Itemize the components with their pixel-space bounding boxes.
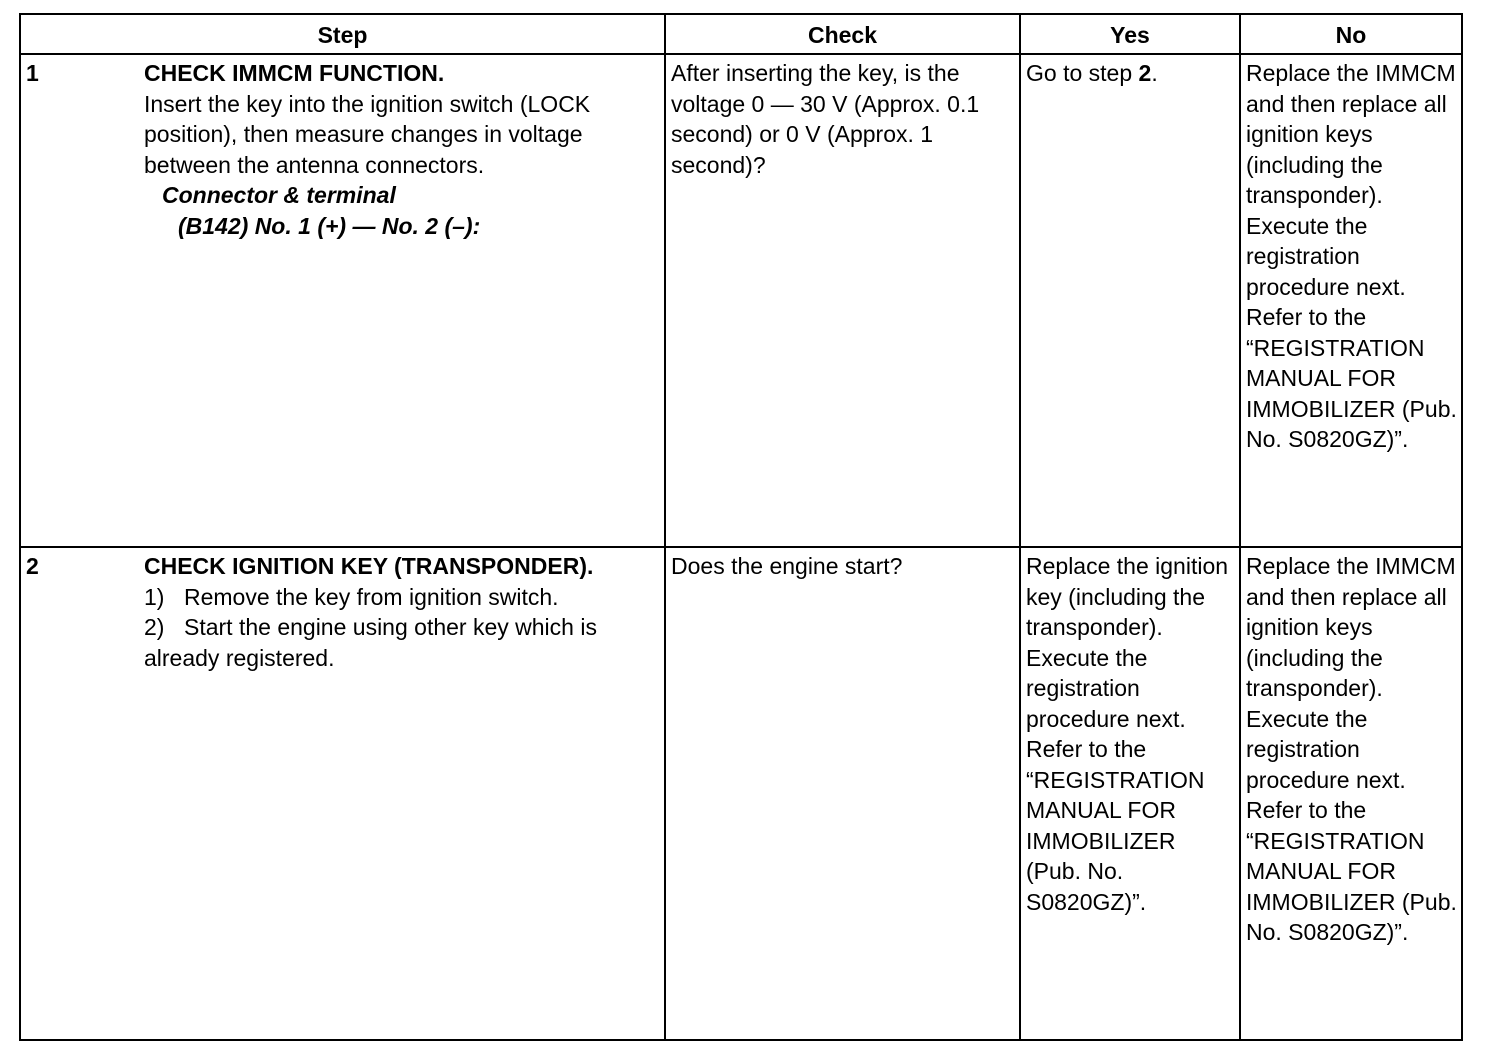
header-row <box>20 14 1462 54</box>
yes-cell <box>1020 54 1240 547</box>
yes-prefix: Go to step <box>1026 60 1139 86</box>
header-no: No <box>1240 14 1462 54</box>
substep-2 <box>144 612 660 673</box>
step-cell <box>20 54 665 547</box>
connector-value: (B142) No. 1 (+) — No. 2 (–): <box>178 212 481 239</box>
step-cell <box>20 547 665 1040</box>
yes-cell: Replace the ignition key (including the transponder). Execute the registration procedure next. Refer to the “REGISTRATION MANUAL FOR IMMOBILIZER (Pub. No. S0820GZ)”. <box>1020 547 1240 1040</box>
substep-1 <box>144 582 660 613</box>
header-yes: Yes <box>1020 14 1240 54</box>
header-step: Step <box>20 14 665 54</box>
step-body <box>144 58 660 241</box>
connector-label: Connector & terminal <box>162 182 396 208</box>
no-cell: Replace the IMMCM and then replace all ignition keys (including the transponder). Execute the registration procedure next. Refer to the “REGISTRATION MANUAL FOR IMMOBILIZER (Pub. No. S0820GZ)”. <box>1240 547 1462 1040</box>
diagnostic-table <box>19 13 1463 1041</box>
yes-suffix: . <box>1151 60 1158 86</box>
substep-number: 1) <box>144 583 165 610</box>
no-cell: Replace the IMMCM and then replace all ignition keys (including the transponder). Execute the registration procedure next. Refer to the “REGISTRATION MANUAL FOR IMMOBILIZER (Pub. No. S0820GZ)”. <box>1240 54 1462 547</box>
yes-step-ref: 2 <box>1138 60 1152 86</box>
step-title: CHECK IGNITION KEY (TRANSPONDER). <box>144 553 594 579</box>
check-cell: After inserting the key, is the voltage 0 — 30 V (Approx. 0.1 second) or 0 V (Approx. 1 second)? <box>665 54 1020 547</box>
substep-number: 2) <box>144 614 165 640</box>
substep-text: Remove the key from ignition switch. <box>184 583 559 610</box>
check-cell: Does the engine start? <box>665 547 1020 1040</box>
step-title: CHECK IMMCM FUNCTION. <box>144 60 445 86</box>
header-check: Check <box>665 14 1020 54</box>
step-number: 2 <box>26 553 39 579</box>
table-row <box>20 547 1462 1040</box>
step-body <box>144 551 660 673</box>
table-row <box>20 54 1462 547</box>
step-number: 1 <box>26 60 39 86</box>
step-instructions: Insert the key into the ignition switch (LOCK position), then measure changes in voltage between the antenna connectors. <box>144 90 591 178</box>
substep-text: Start the engine using other key which is already registered. <box>144 614 597 671</box>
